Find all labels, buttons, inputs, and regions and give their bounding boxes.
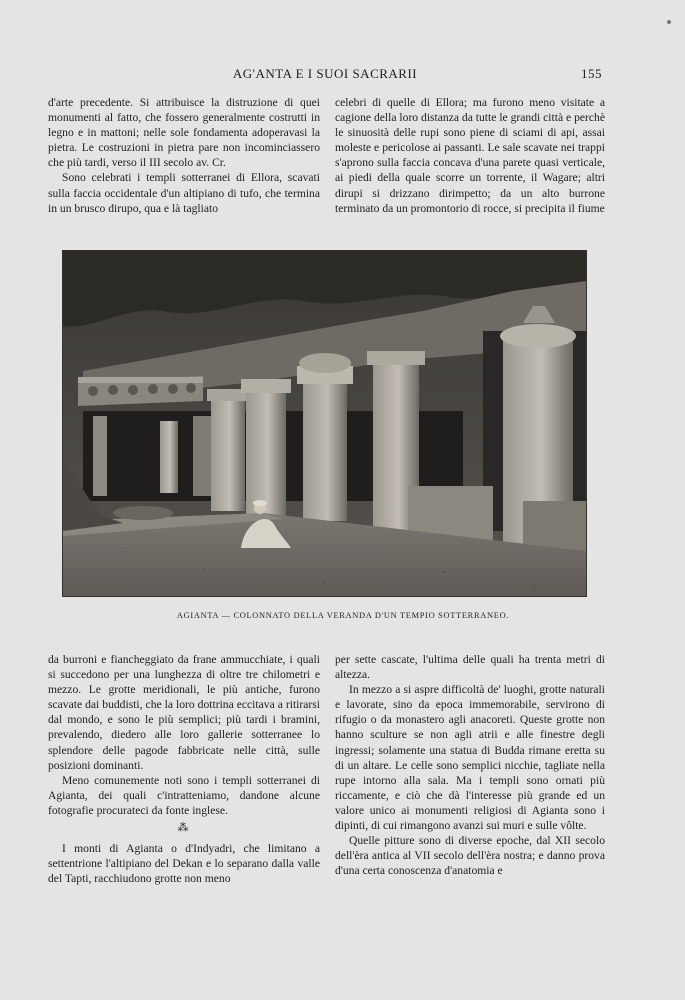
running-title: AG'ANTA E I SUOI SACRARII xyxy=(232,66,418,81)
section-separator: ⁂ xyxy=(177,822,191,835)
paragraph: I monti di Agianta o d'Indyadri, che limitano a settentrione l'altipiano del Dekan e lo separano dalla valle del Tapti, racchiudono grotte non meno xyxy=(48,842,320,886)
column-bottom-right xyxy=(335,652,605,878)
column-top-left xyxy=(48,95,320,216)
photograph-illustration xyxy=(63,251,586,596)
paragraph: Quelle pitture sono di diverse epoche, dal XII secolo dell'èra antica al VII secolo dell'èra nostra; e danno prova d'una certa conoscenza d'anatomia e xyxy=(335,834,605,878)
paragraph: Meno comunemente noti sono i templi sotterranei di Agianta, dei quali c'intratteniamo, dandone alcune fotografie procurateci da fonte inglese. xyxy=(48,773,320,817)
paragraph: da burroni e fiancheggiato da frane ammucchiate, i quali si succedono per una lunghezza di oltre tre chilometri e mezzo. Le grotte meridionali, le più antiche, furono scavate dai buddisti, che la loro dottrina eccitava a ritirarsi dal mondo, e sono le più semplici; più tardi i bramini, prevalendo, diedero alle loro gallerie sotterranee lo splendore delle pagode fabbricate nelle città, sulle posizioni dominanti. xyxy=(48,653,320,772)
page-speck xyxy=(667,20,671,24)
paragraph: d'arte precedente. Si attribuisce la distruzione di quei monumenti al fatto, che fossero generalmente costrutti in legno e in mattoni; nelle sole fondamenta adoperavasi la pietra. Le costruzioni in pietra pare non incominciassero che più tardi, verso il III secolo av. Cr. xyxy=(48,96,320,170)
paragraph: Sono celebrati i templi sotterranei di Ellora, scavati sulla faccia occidentale d'un altipiano di tufo, che termina in un brusco dirupo, qua e là tagliato xyxy=(48,171,320,215)
paragraph: celebri di quelle di Ellora; ma furono meno visitate a cagione della loro distanza da tutte le grandi città e perchè le sinuosità delle rupi sono piene di sciami di api, assai moleste e pericolose ai passanti. Le sale scavate nei trappi s'aprono sulla faccia concava d'una parete quasi verticale, ai piedi della quale scorre un torrente, il Wagare; altri dirupi si drizzano dirimpetto; da un alto burrone terminato da un promontorio di rocce, si precipita il fiume xyxy=(335,96,605,215)
column-top-right xyxy=(335,95,605,216)
figure-caption: AGIANTA — COLONNATO DELLA VERANDA D'UN TEMPIO SOTTERRANEO. xyxy=(176,611,510,620)
paragraph: per sette cascate, l'ultima delle quali ha trenta metri di altezza. xyxy=(335,653,605,682)
paragraph: In mezzo a si aspre difficoltà de' luoghi, grotte naturali e lavorate, sino da epoca immemorabile, servirono di rifugio o da monastero agli anacoreti. Queste grotte non hanno sculture se non agli atrii e alle finestre degli ingressi; solamente una statua di Budda rimane eretta su di un altare. Le celle sono semplici nicchie, tagliate nella rupe intorno alla sala. Ma i templi sono ornati più riccamente, e ciò che dà l'interesse più grande ed un valore unico ai monumenti religiosi di Agianta sono i dipinti, di cui rimangono avanzi sui muri e sulle vôlte. xyxy=(335,683,605,833)
page-number: 155 xyxy=(581,66,602,81)
column-bottom-left xyxy=(48,652,320,886)
temple-veranda-photograph xyxy=(62,250,587,597)
